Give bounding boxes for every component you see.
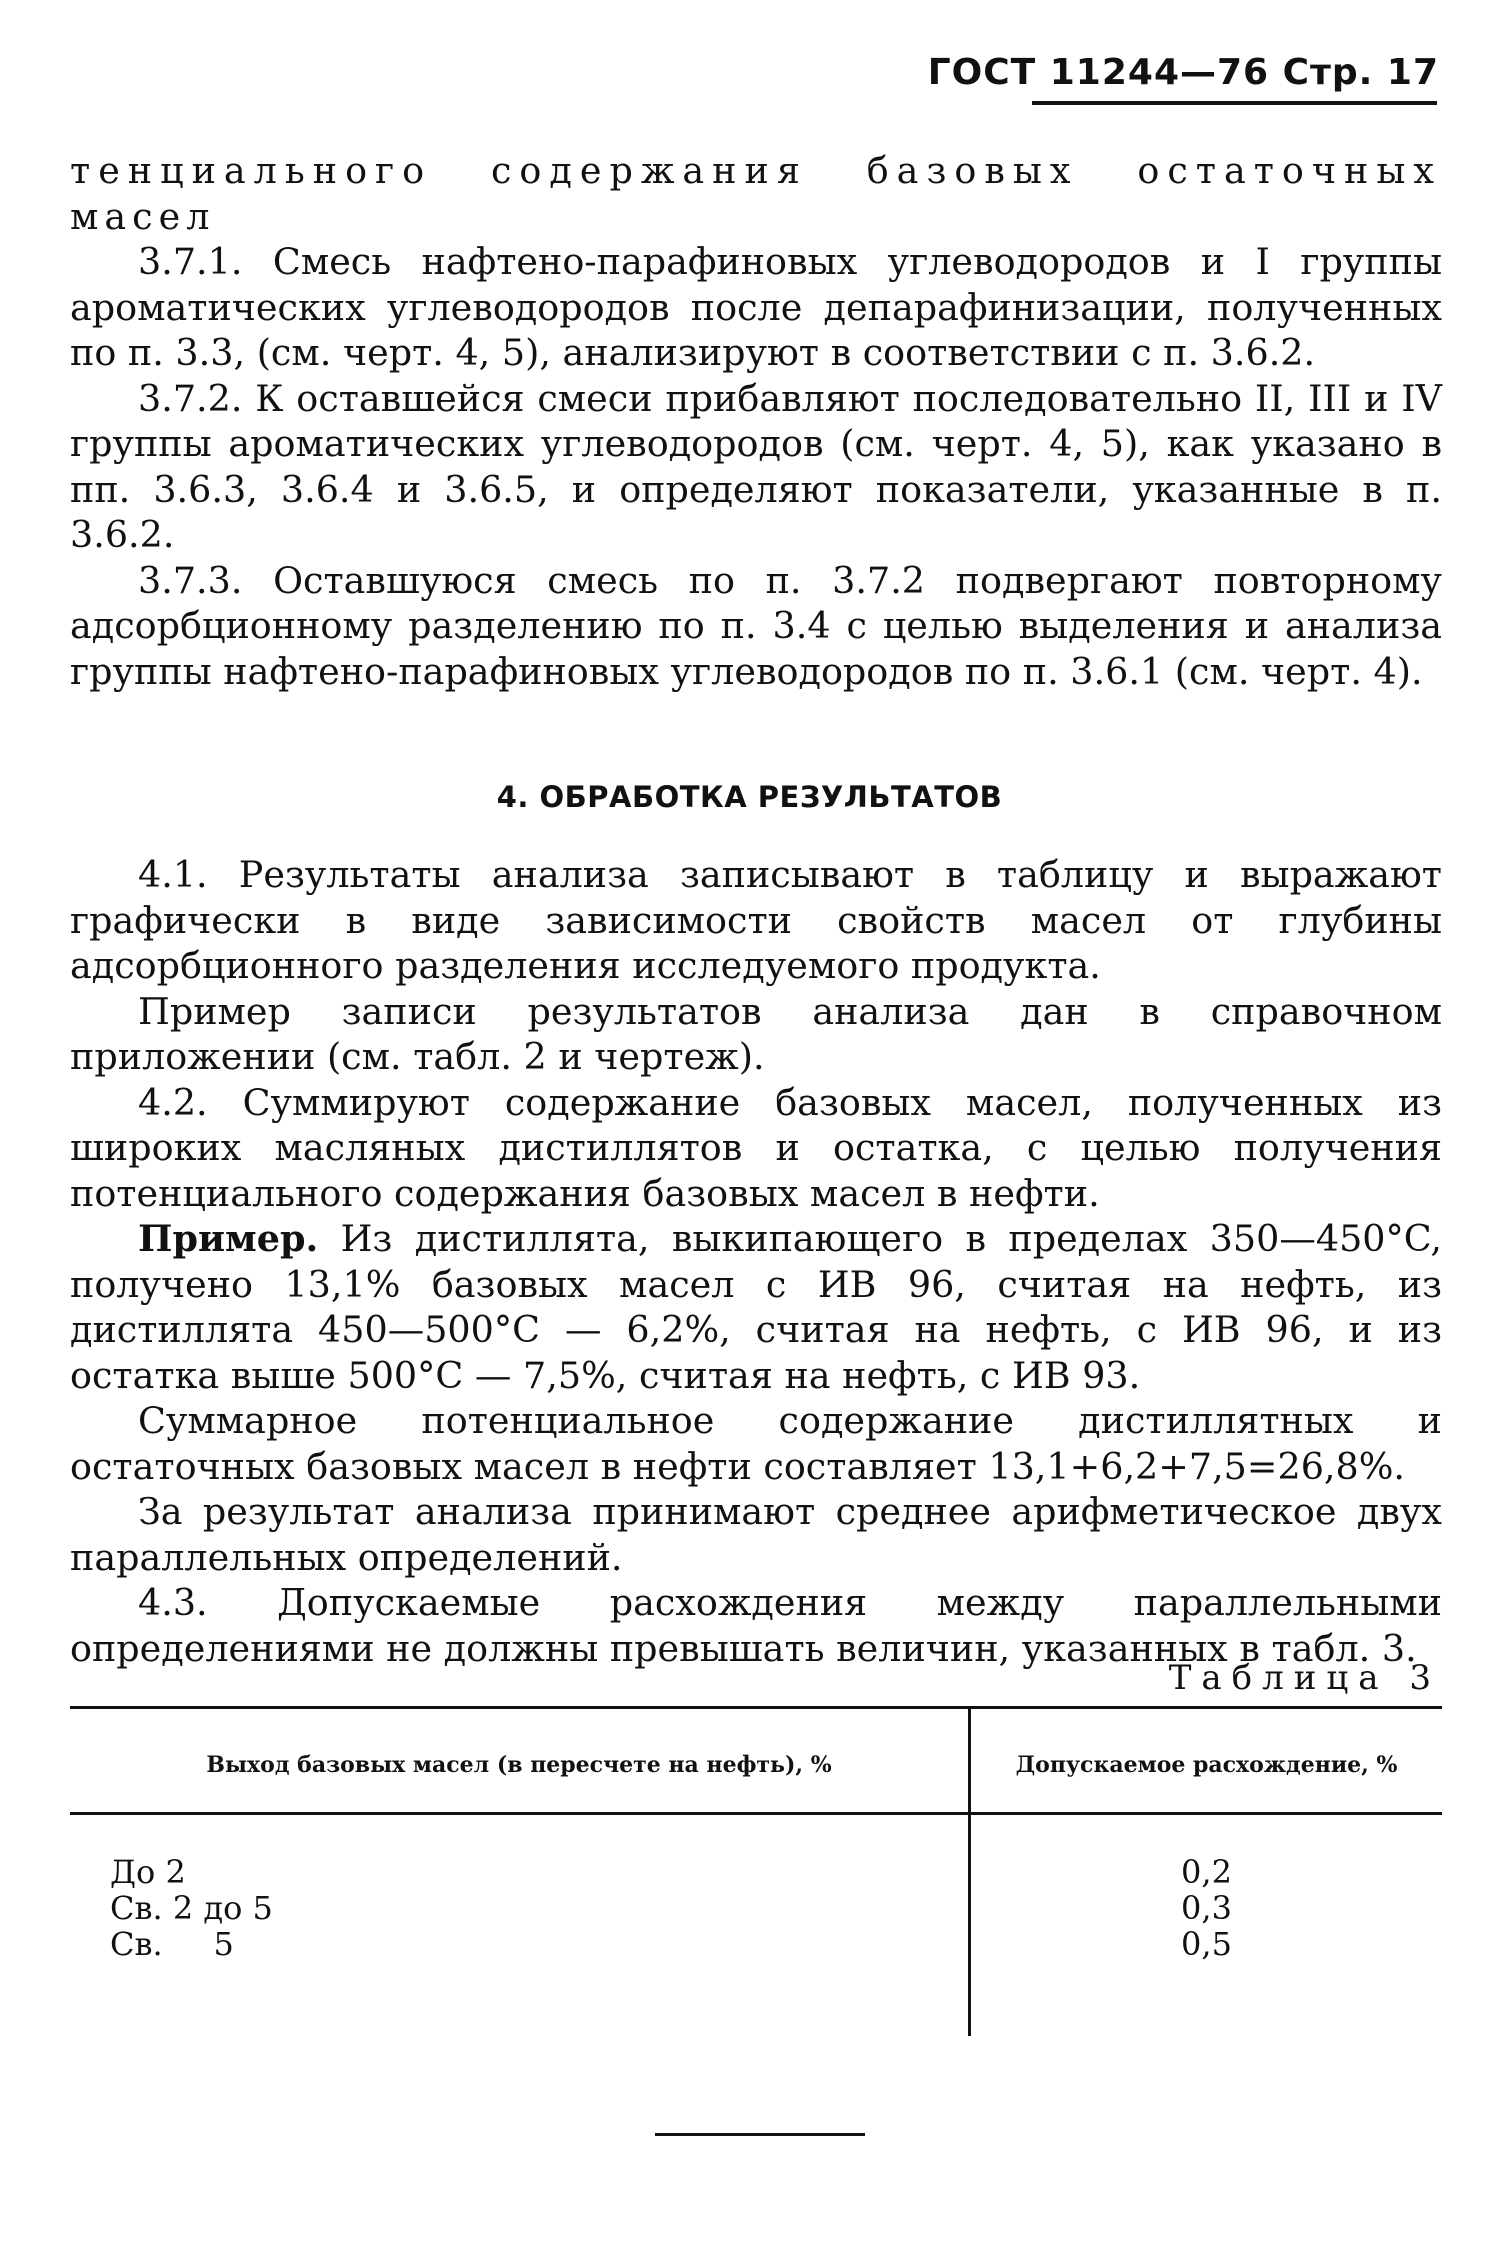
paragraph-3-7-1: 3.7.1. Смесь нафтено-парафиновых углеводородов и I группы ароматических углеводородов после депарафинизации, полученных по п. 3.3, (см. черт. 4, 5), анализируют в соответствии с п. 3.6.2. bbox=[70, 240, 1442, 374]
paragraph-3-7-3: 3.7.3. Оставшуюся смесь по п. 3.7.2 подвергают повторному адсорбционному разделению по п. 3.4 с целью выделения и анализа группы нафтено-парафиновых углеводородов по п. 3.6.1 (см. черт. 4). bbox=[70, 558, 1442, 693]
section-4-title: 4. ОБРАБОТКА РЕЗУЛЬТАТОВ bbox=[496, 780, 1003, 814]
table-yield-column bbox=[110, 1854, 273, 1962]
table-top-rule bbox=[70, 1706, 1442, 1709]
section-4-text bbox=[70, 852, 1442, 1671]
table-cell-tolerance: 0,5 bbox=[1181, 1925, 1232, 1963]
paragraph-4-2: 4.2. Суммируют содержание базовых масел, полученных из широких масляных дистиллятов и остатка, с целью получения потенциального содержания базовых масел в нефти. bbox=[70, 1080, 1442, 1215]
table-header-tolerance: Допускаемое расхождение, % bbox=[1015, 1752, 1398, 1778]
paragraph-4-1: 4.1. Результаты анализа записывают в таблицу и выражают графически в виде зависимости свойств масел от глубины адсорбционного разделения исследуемого продукта. bbox=[70, 853, 1442, 987]
table-header-rule bbox=[70, 1812, 1442, 1815]
table-header-yield: Выход базовых масел (в пересчете на нефть), % bbox=[206, 1752, 832, 1778]
paragraph-4-1-example-ref: Пример записи результатов анализа дан в справочном приложении (см. табл. 2 и чертеж). bbox=[70, 989, 1442, 1078]
table-cell-tolerance: 0,3 bbox=[1181, 1889, 1232, 1927]
table-3 bbox=[70, 1706, 1442, 2036]
paragraph-4-3: 4.3. Допускаемые расхождения между параллельными определениями не должны превышать величин, указанных в табл. 3. bbox=[70, 1581, 1442, 1670]
continuation-line-1: тенциального содержания базовых остаточных bbox=[70, 149, 1442, 192]
section-3-text bbox=[70, 148, 1442, 694]
paragraph-example bbox=[70, 1216, 1442, 1398]
end-rule bbox=[655, 2133, 865, 2136]
paragraph-4-2-average: За результат анализа принимают среднее арифметическое двух параллельных определений. bbox=[70, 1490, 1442, 1579]
table-cell-yield: До 2 bbox=[110, 1853, 186, 1891]
table-tolerance-column bbox=[971, 1854, 1442, 1962]
paragraph-3-7-2: 3.7.2. К оставшейся смеси прибавляют последовательно II, III и IV группы ароматических углеводородов (см. черт. 4, 5), как указано в пп. 3.6.3, 3.6.4 и 3.6.5, и определяют показатели, указанные в п. 3.6.2. bbox=[70, 376, 1442, 556]
example-label: Пример. bbox=[138, 1217, 319, 1260]
example-text: Из дистиллята, выкипающего в пределах 350—450°C, получено 13,1% базовых масел с ИВ 96, считая на нефть, из дистиллята 450—500°C — 6,2%, считая на нефть, с ИВ 96, и из остатка выше 500°C — 7,5%, считая на нефть, с ИВ 93. bbox=[70, 1217, 1442, 1397]
table-cell-yield: Св. 5 bbox=[110, 1925, 234, 1963]
header-rule bbox=[1032, 101, 1437, 105]
table-cell-yield: Св. 2 до 5 bbox=[110, 1889, 273, 1927]
page-header: ГОСТ 11244—76 Стр. 17 bbox=[927, 52, 1439, 93]
continuation-line-2: масел bbox=[70, 194, 216, 238]
table-caption: Таблица 3 bbox=[1168, 1658, 1441, 1698]
paragraph-4-2-sum: Суммарное потенциальное содержание дистиллятных и остаточных базовых масел в нефти составляет 13,1+6,2+7,5=26,8%. bbox=[70, 1399, 1442, 1488]
table-cell-tolerance: 0,2 bbox=[1181, 1853, 1232, 1891]
